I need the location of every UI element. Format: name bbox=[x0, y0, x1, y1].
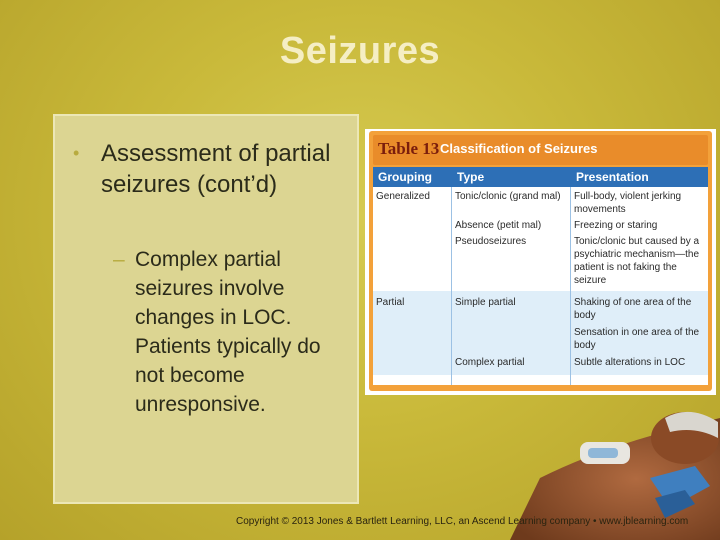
header-presentation: Presentation bbox=[576, 170, 649, 184]
table-body bbox=[373, 187, 708, 385]
table-title: Classification of Seizures bbox=[440, 141, 598, 156]
cell-presentation: Freezing or staring bbox=[574, 220, 658, 231]
seizure-classification-table bbox=[365, 129, 716, 395]
column-divider bbox=[570, 187, 571, 385]
table-title-bar bbox=[373, 135, 708, 165]
cell-type: Absence (petit mal) bbox=[455, 220, 542, 231]
cell-presentation: Tonic/clonic but caused by a psychiatric mechanism—the patient is not faking the seizure bbox=[574, 236, 700, 286]
cell-grouping: Partial bbox=[376, 297, 405, 308]
cell-grouping: Generalized bbox=[376, 191, 430, 202]
cell-presentation: Subtle alterations in LOC bbox=[574, 357, 686, 368]
bullet-text: Assessment of partial seizures (cont’d) bbox=[101, 140, 331, 198]
sub-bullet-marker: – bbox=[113, 248, 125, 271]
header-type: Type bbox=[457, 170, 485, 184]
cell-presentation: Shaking of one area of the body bbox=[574, 297, 692, 321]
cell-type: Pseudoseizures bbox=[455, 236, 527, 247]
sub-bullet-line: Patients typically do not become unresponsive. bbox=[135, 335, 321, 416]
cell-type: Complex partial bbox=[455, 357, 525, 368]
sub-bullet-text bbox=[135, 245, 335, 419]
header-grouping: Grouping bbox=[378, 170, 432, 184]
table-frame bbox=[369, 131, 712, 391]
table-number: Table 13 bbox=[378, 139, 440, 158]
table-header-row bbox=[373, 167, 708, 187]
sub-bullet-line: Complex partial seizures involve changes in LOC. bbox=[135, 248, 292, 329]
cell-type: Tonic/clonic (grand mal) bbox=[455, 191, 561, 202]
slide-title: Seizures bbox=[279, 30, 441, 72]
cell-type: Simple partial bbox=[455, 297, 516, 308]
column-divider bbox=[451, 187, 452, 385]
cell-presentation: Full-body, violent jerking movements bbox=[574, 191, 682, 215]
bullet-marker: • bbox=[73, 143, 80, 163]
copyright-notice: Copyright © 2013 Jones & Bartlett Learning, LLC, an Ascend Learning company • www.jblearning.com bbox=[236, 516, 689, 527]
cell-presentation: Sensation in one area of the body bbox=[574, 327, 700, 351]
content-panel bbox=[53, 114, 359, 504]
